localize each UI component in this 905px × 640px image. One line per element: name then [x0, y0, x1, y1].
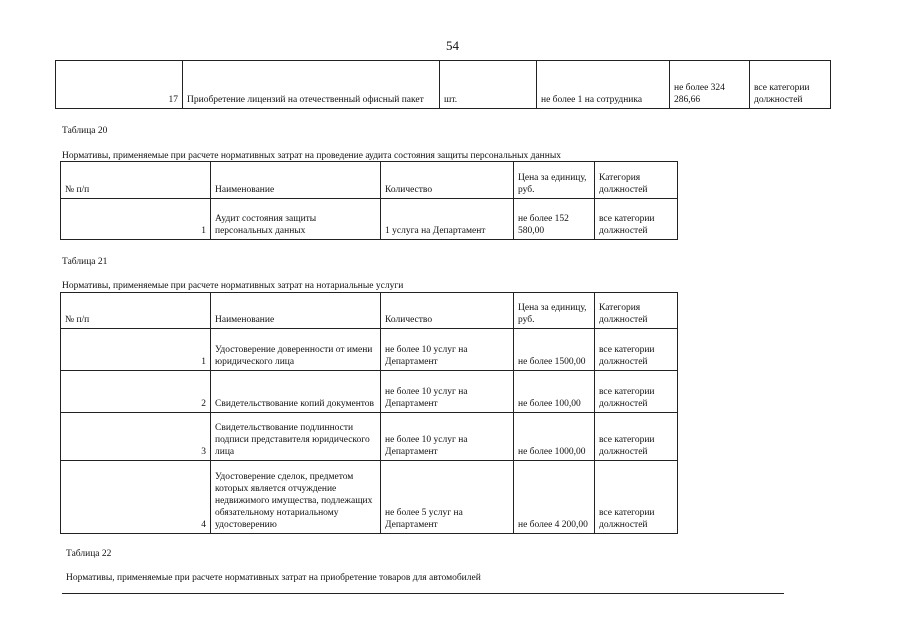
header-price: Цена за единицу, руб. [514, 293, 595, 329]
table-row [61, 371, 678, 413]
header-quantity: Количество [381, 162, 514, 199]
row-name: Свидетельствование копий документов [211, 371, 381, 413]
table20-label: Таблица 20 [62, 126, 108, 136]
row-category: все категории должностей [595, 199, 678, 240]
row-number: 4 [61, 461, 211, 534]
row-price: не более 1000,00 [514, 413, 595, 461]
table22-caption: Нормативы, применяемые при расчете нормативных затрат на приобретение товаров для автомобилей [66, 573, 481, 583]
row-number: 3 [61, 413, 211, 461]
table-row [61, 329, 678, 371]
header-price: Цена за единицу, руб. [514, 162, 595, 199]
header-num: № п/п [61, 293, 211, 329]
table20 [60, 161, 678, 240]
table20-caption: Нормативы, применяемые при расчете нормативных затрат на проведение аудита состояния защиты персональных данных [62, 151, 561, 161]
row-category: все категории должностей [595, 413, 678, 461]
row-price: не более 4 200,00 [514, 461, 595, 534]
row-number: 17 [56, 61, 183, 109]
header-category: Категория должностей [595, 293, 678, 329]
row-price: не более 324 286,66 [670, 61, 750, 109]
table22-top-border [62, 593, 784, 594]
top-table [55, 60, 831, 109]
table-row [61, 199, 678, 240]
row-unit: шт. [440, 61, 537, 109]
row-price: не более 100,00 [514, 371, 595, 413]
row-price: не более 152 580,00 [514, 199, 595, 240]
table-row [61, 413, 678, 461]
table-row [56, 61, 831, 109]
row-number: 2 [61, 371, 211, 413]
row-price: не более 1500,00 [514, 329, 595, 371]
table-row [61, 461, 678, 534]
row-name: Аудит состояния защиты персональных данных [211, 199, 381, 240]
row-quantity: не более 10 услуг на Департамент [381, 329, 514, 371]
header-quantity: Количество [381, 293, 514, 329]
header-num: № п/п [61, 162, 211, 199]
header-name: Наименование [211, 293, 381, 329]
row-number: 1 [61, 199, 211, 240]
row-quantity: не более 5 услуг на Департамент [381, 461, 514, 534]
row-quantity: не более 10 услуг на Департамент [381, 413, 514, 461]
row-quantity: не более 10 услуг на Департамент [381, 371, 514, 413]
table-header-row [61, 162, 678, 199]
table21-label: Таблица 21 [62, 257, 108, 267]
page-number: 54 [446, 38, 459, 53]
table22-label: Таблица 22 [66, 549, 112, 559]
table21-caption: Нормативы, применяемые при расчете нормативных затрат на нотариальные услуги [62, 281, 404, 291]
header-category: Категория должностей [595, 162, 678, 199]
row-quantity: 1 услуга на Департамент [381, 199, 514, 240]
row-category: все категории должностей [595, 371, 678, 413]
row-name: Свидетельствование подлинности подписи представителя юридического лица [211, 413, 381, 461]
row-name: Удостоверение сделок, предметом которых является отчуждение недвижимого имущества, подлежащих обязательному нотариальному удостоверению [211, 461, 381, 534]
table21 [60, 292, 678, 534]
header-name: Наименование [211, 162, 381, 199]
row-number: 1 [61, 329, 211, 371]
row-category: все категории должностей [750, 61, 831, 109]
row-category: все категории должностей [595, 461, 678, 534]
row-category: все категории должностей [595, 329, 678, 371]
row-name: Приобретение лицензий на отечественный офисный пакет [183, 61, 440, 109]
table-header-row [61, 293, 678, 329]
row-name: Удостоверение доверенности от имени юридического лица [211, 329, 381, 371]
row-quantity: не более 1 на сотрудника [537, 61, 670, 109]
